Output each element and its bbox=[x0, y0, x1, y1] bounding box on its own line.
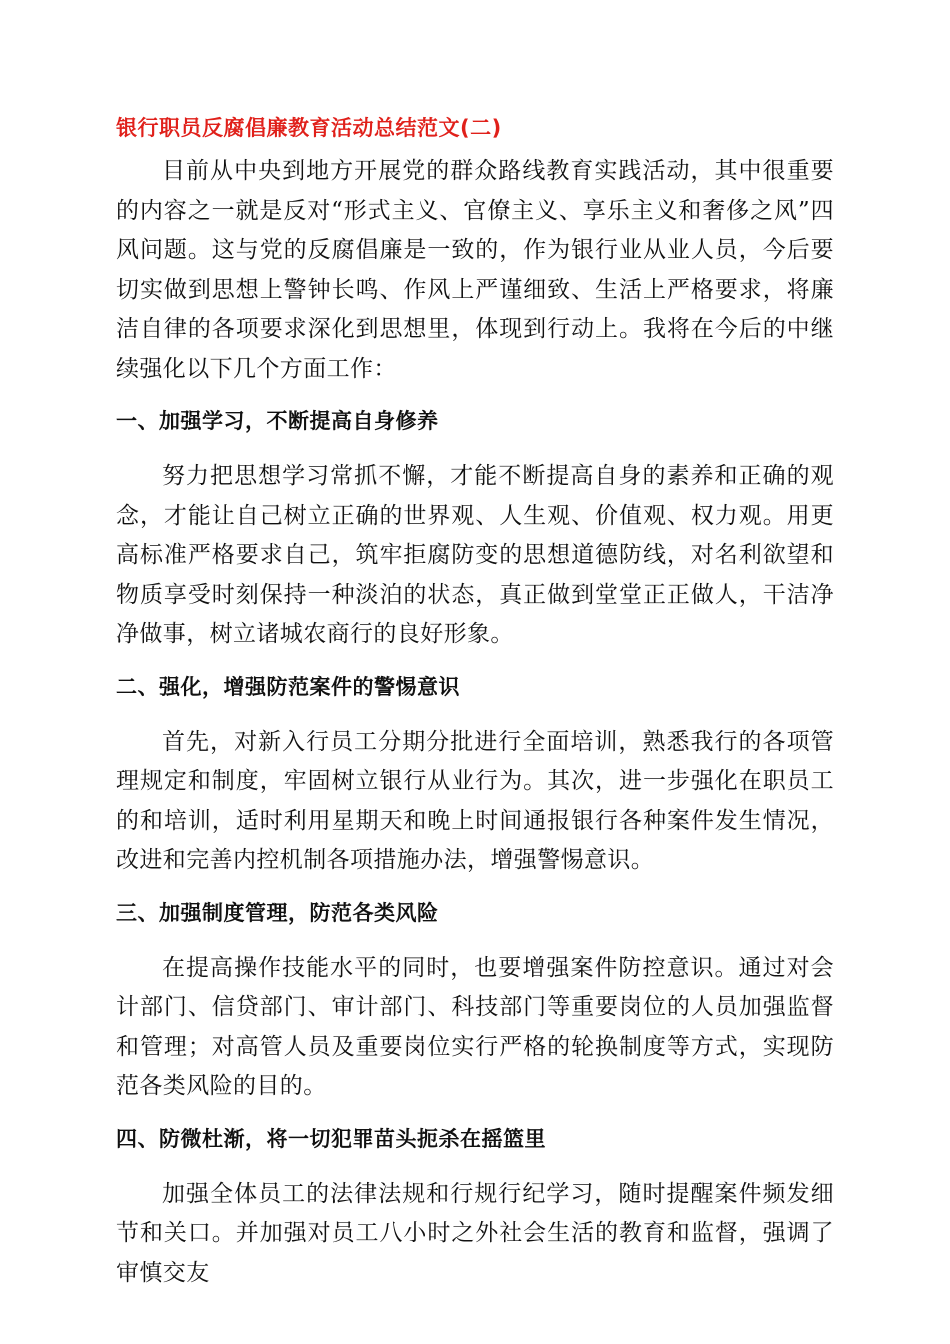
section-heading-4: 四、防微杜渐，将一切犯罪苗头扼杀在摇篮里 bbox=[116, 1126, 546, 1151]
document-page bbox=[116, 108, 834, 1293]
document-title: 银行职员反腐倡廉教育活动总结范文(二) bbox=[116, 116, 502, 140]
intro-paragraph: 目前从中央到地方开展党的群众路线教育实践活动，其中很重要的内容之一就是反对“形式主义、官僚主义、享乐主义和奢侈之风”四风问题。这与党的反腐倡廉是一致的，作为银行业从业人员，今后要切实做到思想上警钟长鸣、作风上严谨细致、生活上严格要求，将廉洁自律的各项要求深化到思想里，体现到行动上。我将在今后的中继续强化以下几个方面工作： bbox=[116, 158, 834, 382]
section-body-4: 加强全体员工的法律法规和行规行纪学习，随时提醒案件频发细节和关口。并加强对员工八小时之外社会生活的教育和监督，强调了审慎交友 bbox=[116, 1180, 834, 1286]
section-heading-1: 一、加强学习，不断提高自身修养 bbox=[116, 409, 439, 433]
section-body-2: 首先，对新入行员工分期分批进行全面培训，熟悉我行的各项管理规定和制度，牢固树立银行从业行为。其次，进一步强化在职员工的和培训，适时利用星期天和晚上时间通报银行各种案件发生情况，改进和完善内控机制各项措施办法，增强警惕意识。 bbox=[116, 728, 834, 873]
section-heading-2: 二、强化，增强防范案件的警惕意识 bbox=[116, 674, 460, 699]
section-body-1: 努力把思想学习常抓不懈，才能不断提高自身的素养和正确的观念，才能让自己树立正确的世界观、人生观、价值观、权力观。用更高标准严格要求自己，筑牢拒腐防变的思想道德防线，对名利欲望和物质享受时刻保持一种淡泊的状态，真正做到堂堂正正做人，干洁净净做事，树立诸城农商行的良好形象。 bbox=[116, 463, 834, 647]
section-body-3: 在提高操作技能水平的同时，也要增强案件防控意识。通过对会计部门、信贷部门、审计部门、科技部门等重要岗位的人员加强监督和管理；对高管人员及重要岗位实行严格的轮换制度等方式，实现防范各类风险的目的。 bbox=[116, 954, 834, 1099]
section-heading-3: 三、加强制度管理，防范各类风险 bbox=[116, 900, 439, 925]
